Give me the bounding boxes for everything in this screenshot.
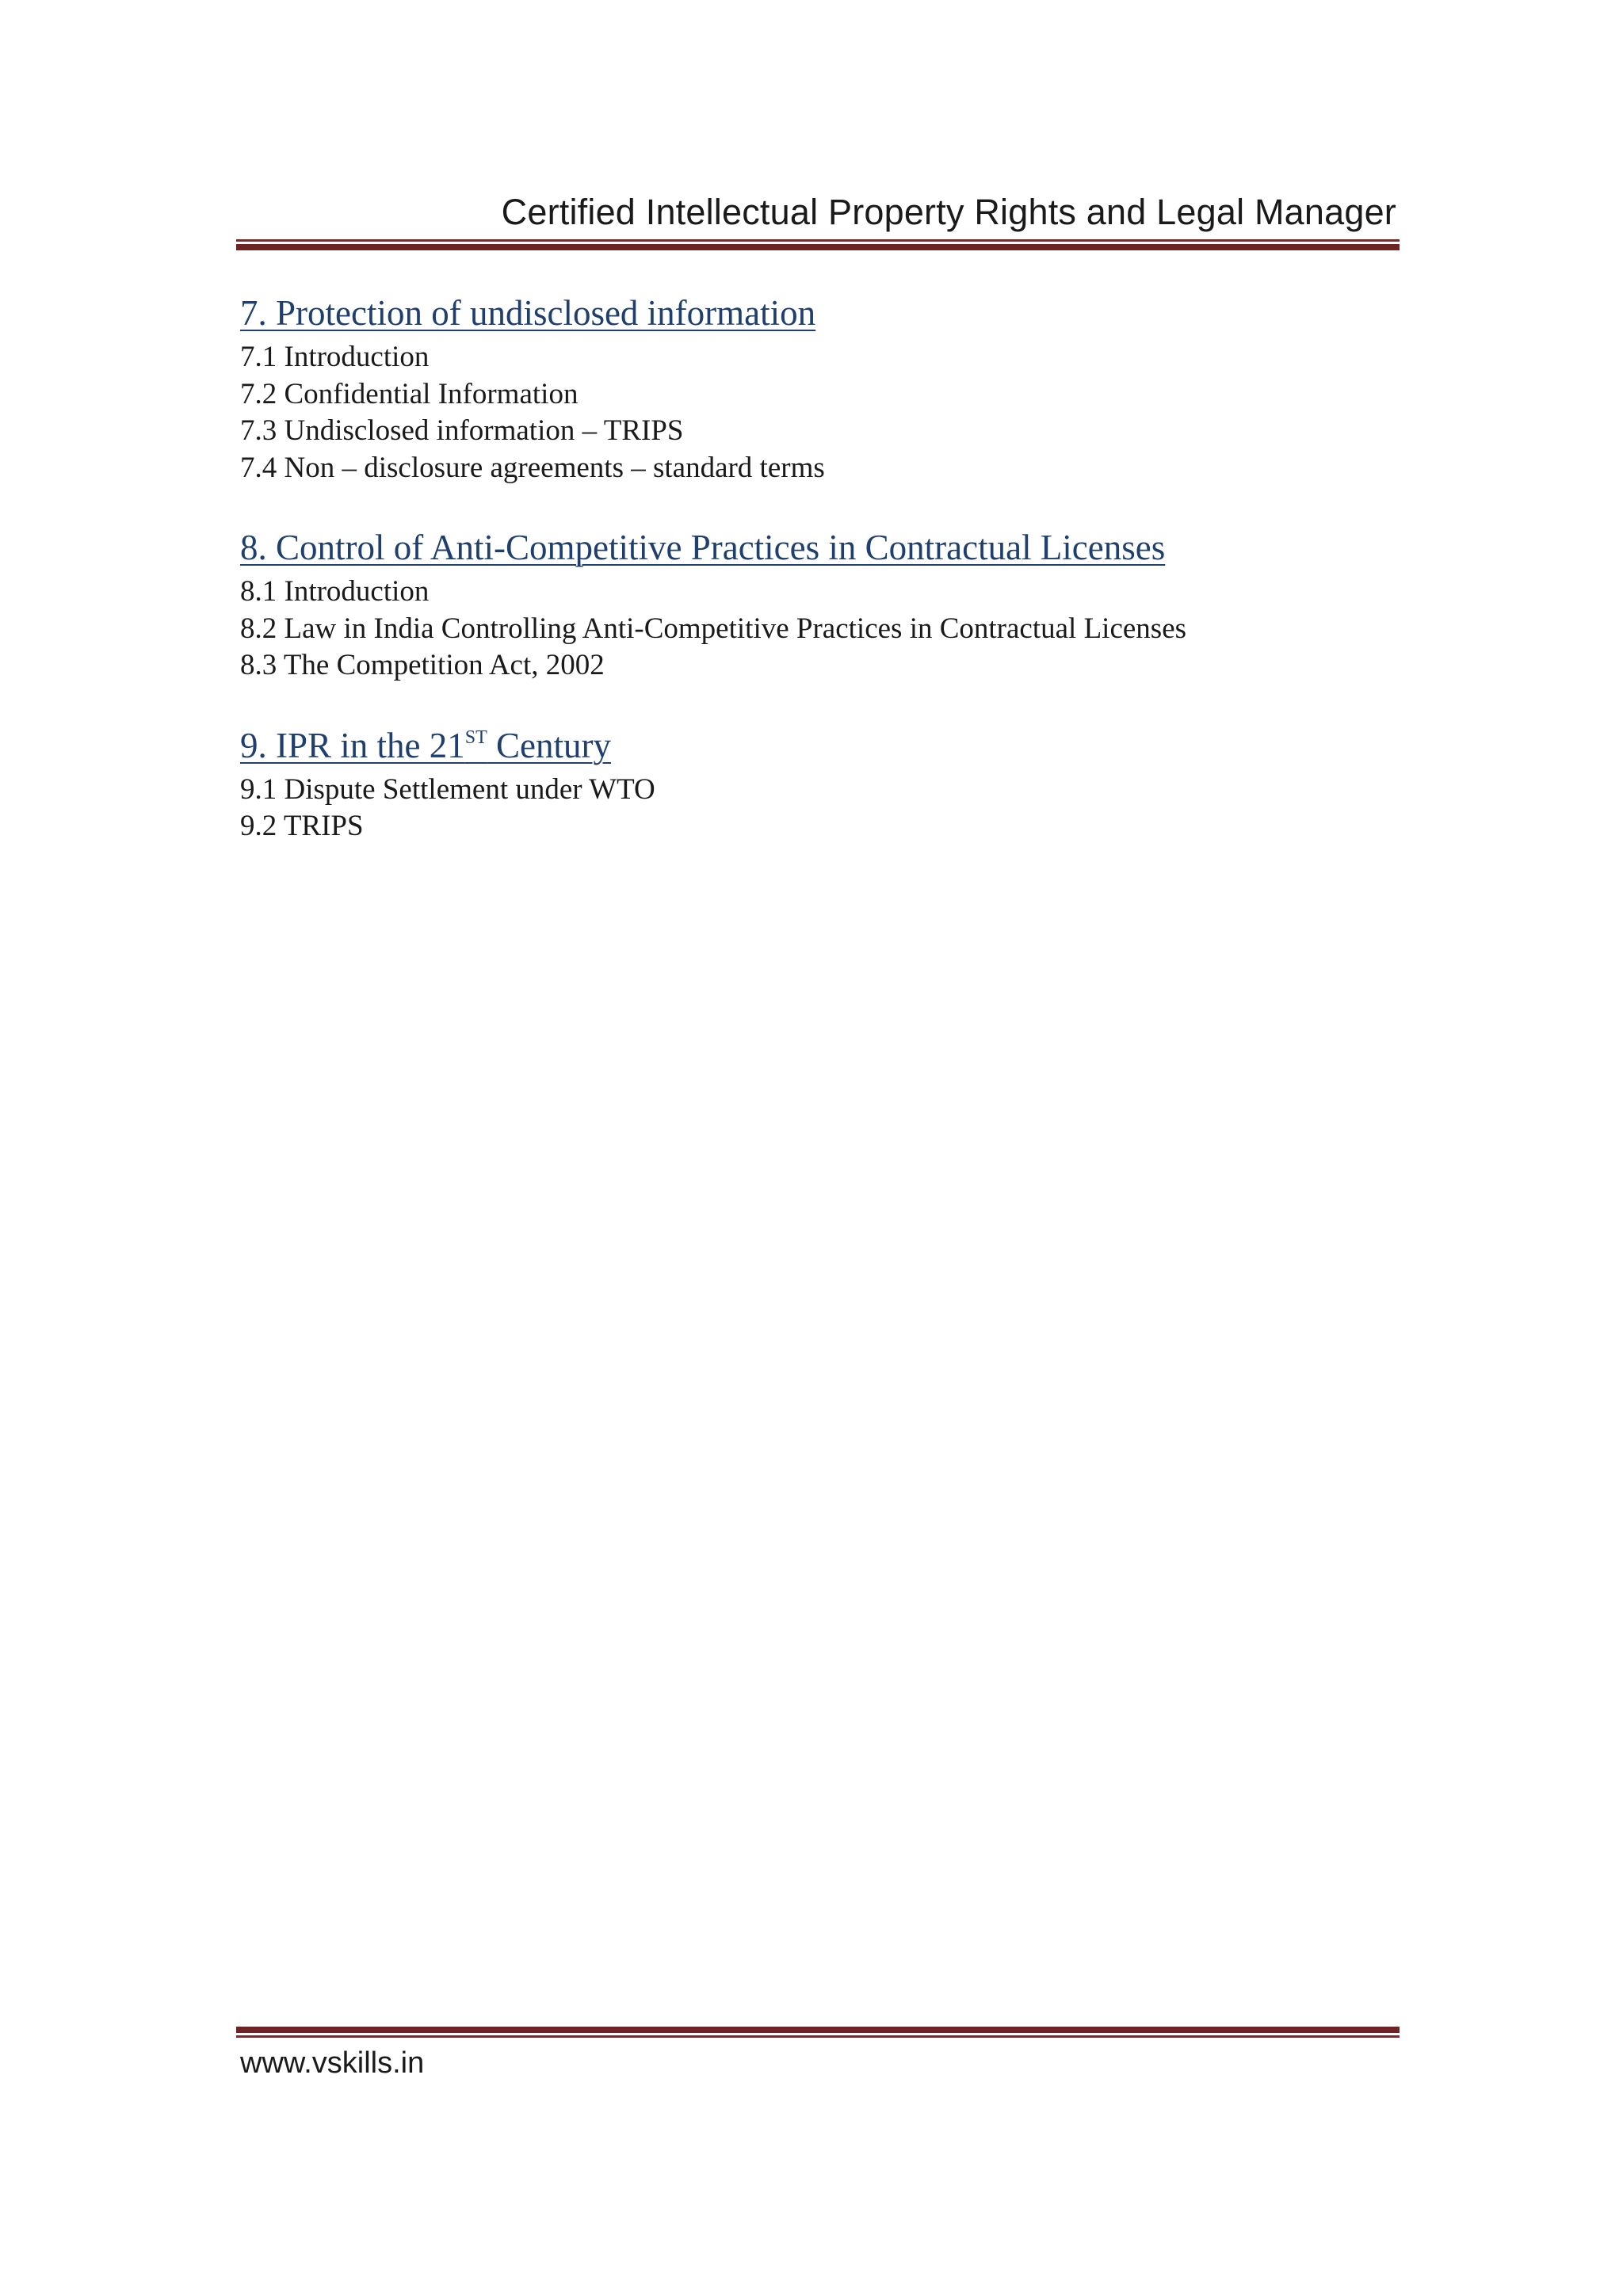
- footer-rule-thin: [236, 2035, 1400, 2038]
- list-item: 8.1 Introduction: [240, 575, 430, 608]
- section-heading: [240, 719, 1397, 772]
- section-9: [240, 719, 1397, 845]
- section-heading-superscript: ST: [464, 727, 487, 748]
- section-heading: 8. Control of Anti-Competitive Practices in Contractual Licenses: [240, 528, 1166, 567]
- list-item: 7.4 Non – disclosure agreements – standard terms: [240, 451, 825, 484]
- header-title: Certified Intellectual Property Rights and Legal Manager: [501, 192, 1396, 232]
- footer-rule-thick: [236, 2027, 1400, 2033]
- list-item: 8.3 The Competition Act, 2002: [240, 649, 605, 681]
- list-item: 7.1 Introduction: [240, 341, 430, 373]
- header-rule: [236, 239, 1400, 250]
- section-8: [240, 521, 1397, 685]
- section-heading-prefix: 9. IPR in the 21: [240, 725, 465, 765]
- list-item: 9.2 TRIPS: [240, 810, 364, 842]
- list-item: 8.2 Law in India Controlling Anti-Competitive Practices in Contractual Licenses: [240, 612, 1187, 645]
- list-item: 7.2 Confidential Information: [240, 377, 579, 410]
- table-of-contents: [240, 287, 1397, 880]
- footer-url: www.vskills.in: [240, 2046, 425, 2080]
- section-7: [240, 287, 1397, 486]
- list-item: 7.3 Undisclosed information – TRIPS: [240, 414, 684, 447]
- header-rule-thick: [236, 244, 1400, 250]
- page-header: [238, 189, 1400, 236]
- footer-rule: [236, 2027, 1400, 2038]
- section-heading-suffix: Century: [487, 725, 612, 765]
- list-item: 9.1 Dispute Settlement under WTO: [240, 772, 655, 806]
- section-heading: 7. Protection of undisclosed information: [240, 293, 816, 333]
